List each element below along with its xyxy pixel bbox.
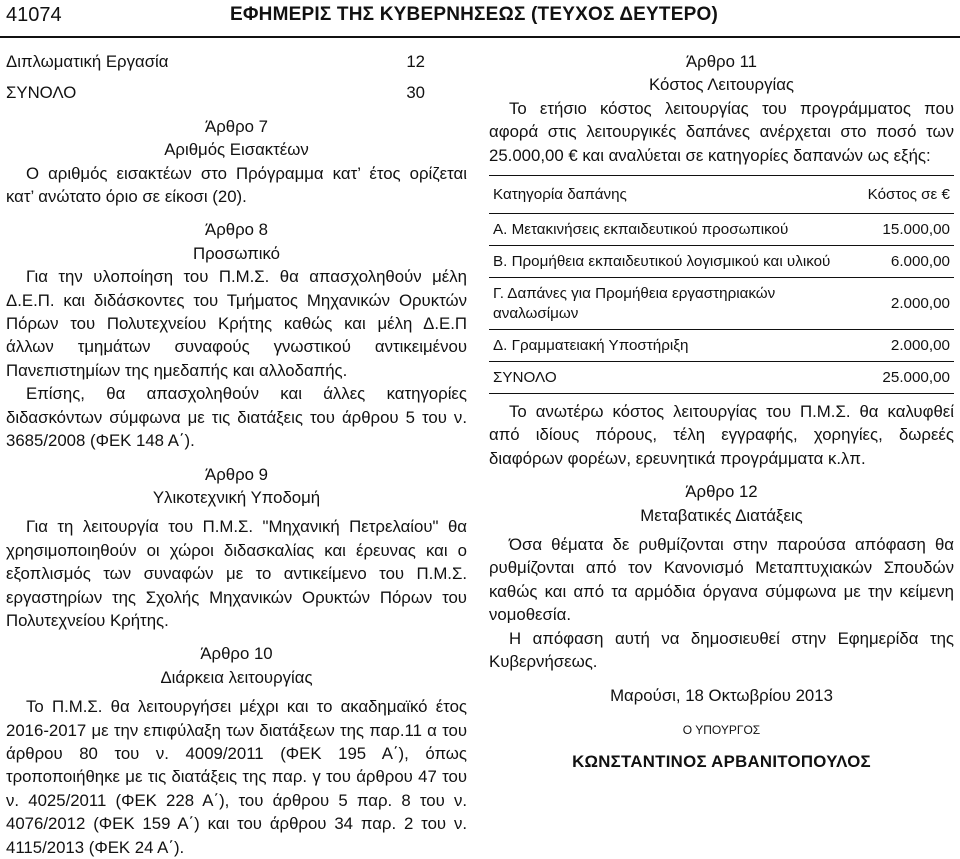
article-12-paragraph-2: Η απόφαση αυτή να δημοσιευθεί στην Εφημερίδα της Κυβερνήσεως. bbox=[489, 628, 954, 672]
table-row bbox=[489, 330, 954, 362]
credits-row bbox=[6, 50, 467, 73]
credits-row-value: 12 bbox=[406, 52, 425, 71]
article-12-title: Μεταβατικές Διατάξεις bbox=[640, 505, 803, 525]
left-column bbox=[6, 50, 467, 859]
header-divider bbox=[0, 36, 960, 38]
article-8-heading: Άρθρο 8 bbox=[205, 220, 268, 240]
credits-total-label: ΣΥΝΟΛΟ bbox=[6, 83, 77, 103]
cost-category: Δ. Γραμματειακή Υποστήριξη bbox=[489, 330, 864, 362]
article-7-body: Ο αριθμός εισακτέων στο Πρόγραμμα κατ’ έτος ορίζεται κατ’ ανώτατο όριο σε είκοσι (20). bbox=[6, 163, 467, 207]
cost-value: 6.000,00 bbox=[864, 246, 954, 278]
cost-table bbox=[489, 175, 954, 394]
cost-category: Β. Προμήθεια εκπαιδευτικού λογισμικού και υλικού bbox=[489, 246, 864, 278]
right-column bbox=[489, 50, 954, 774]
article-11-heading: Άρθρο 11 bbox=[685, 52, 758, 71]
article-9-heading: Άρθρο 9 bbox=[205, 464, 268, 484]
article-10-heading: Άρθρο 10 bbox=[200, 644, 273, 664]
article-7-heading: Άρθρο 7 bbox=[205, 116, 268, 136]
article-11-funding: Το ανωτέρω κόστος λειτουργίας του Π.Μ.Σ. θα καλυφθεί από ιδίους πόρους, τέλη εγγραφής, χορηγίες, δωρεές διαφόρων φορέων, ερευνητικά προγράμματα κ.λπ. bbox=[489, 402, 954, 468]
credits-row-label: Διπλωματική Εργασία bbox=[6, 52, 169, 71]
table-row bbox=[489, 214, 954, 246]
signature-role: Ο ΥΠΟΥΡΓΟΣ bbox=[682, 722, 761, 737]
table-row-total bbox=[489, 362, 954, 394]
article-11-title: Κόστος Λειτουργίας bbox=[649, 75, 794, 95]
cost-value: 15.000,00 bbox=[864, 214, 954, 246]
credits-total-row bbox=[6, 81, 467, 104]
cost-category: ΣΥΝΟΛΟ bbox=[489, 362, 864, 394]
credits-total-value: 30 bbox=[406, 83, 425, 103]
article-12-heading: Άρθρο 12 bbox=[685, 482, 758, 502]
article-10-body: Το Π.Μ.Σ. θα λειτουργήσει μέχρι και το ακαδημαϊκό έτος 2016-2017 με την επιφύλαξη των διατάξεων της παρ.11 α του άρθρου 80 του ν. 4009/2011 (ΦΕΚ 195 Α΄), όπως τροποποιήθηκε με τις διατάξεις της παρ. γ του άρθρου 47 του ν. 4025/2011 (ΦΕΚ 228 Α΄), του άρθρου 5 παρ. 8 του ν. 4076/2012 (ΦΕΚ 159 Α΄) και του άρθρου 34 παρ. 2 του ν. 4115/2013 (ΦΕΚ 24 Α΄). bbox=[6, 697, 467, 857]
cost-table-header-cost: Κόστος σε € bbox=[864, 176, 954, 214]
page-number: 41074 bbox=[6, 4, 62, 26]
article-8-title: Προσωπικό bbox=[192, 243, 281, 263]
table-row bbox=[489, 278, 954, 330]
cost-value: 2.000,00 bbox=[864, 278, 954, 330]
article-8-paragraph-1: Για την υλοποίηση του Π.Μ.Σ. θα απασχοληθούν μέλη Δ.Ε.Π. και διδάσκοντες του Τμήματος Μηχανικών Ορυκτών Πόρων του Πολυτεχνείου Κρήτης καθώς και μέλη Δ.Ε.Π άλλων τμημάτων συναφούς γνωστικού αντικειμένου Πανεπιστημίων της ημεδαπής και αλλοδαπής. bbox=[6, 267, 467, 380]
article-9-title: Υλικοτεχνική Υποδομή bbox=[152, 487, 321, 507]
signature-place-date: Μαρούσι, 18 Οκτωβρίου 2013 bbox=[610, 685, 833, 705]
cost-category: Γ. Δαπάνες για Προμήθεια εργαστηριακών αναλωσίμων bbox=[489, 278, 864, 330]
article-7-title: Αριθμός Εισακτέων bbox=[164, 140, 309, 160]
cost-value: 2.000,00 bbox=[864, 330, 954, 362]
cost-table-header-category: Κατηγορία δαπάνης bbox=[489, 176, 864, 214]
cost-value: 25.000,00 bbox=[864, 362, 954, 394]
article-9-body: Για τη λειτουργία του Π.Μ.Σ. "Μηχανική Πετρελαίου" θα χρησιμοποιηθούν οι χώροι διδασκαλίας και έρευνας και ο εξοπλισμός των συναφών με το αντικείμενο του Π.Μ.Σ. εργαστηρίων της Σχολής Μηχανικών Ορυκτών Πόρων του Πολυτεχνείου Κρήτης. bbox=[6, 517, 467, 630]
table-row bbox=[489, 246, 954, 278]
gazette-title: ΕΦΗΜΕΡΙΣ ΤΗΣ ΚΥΒΕΡΝΗΣΕΩΣ (ΤΕΥΧΟΣ ΔΕΥΤΕΡΟ) bbox=[230, 4, 718, 25]
article-10-title: Διάρκεια λειτουργίας bbox=[160, 667, 313, 687]
article-11-body: Το ετήσιο κόστος λειτουργίας του προγράμματος που αφορά στις λειτουργικές δαπάνες ανέρχεται στο ποσό των 25.000,00 € και αναλύεται σε κατηγορίες δαπανών ως εξής: bbox=[489, 98, 954, 165]
article-8-paragraph-2: Επίσης, θα απασχοληθούν και άλλες κατηγορίες διδασκόντων σύμφωνα με τις διατάξεις του άρθρου 5 του ν. 3685/2008 (ΦΕΚ 148 Α΄). bbox=[6, 384, 467, 451]
signature-name: ΚΩΝΣΤΑΝΤΙΝΟΣ ΑΡΒΑΝΙΤΟΠΟΥΛΟΣ bbox=[572, 752, 871, 772]
article-12-paragraph-1: Όσα θέματα δε ρυθμίζονται στην παρούσα απόφαση θα ρυθμίζονται από τον Κανονισμό Μεταπτυχιακών Σπουδών καθώς και από τα αρμόδια όργανα σύμφωνα με την κείμενη νομοθεσία. bbox=[489, 535, 954, 625]
page-header bbox=[0, 0, 960, 34]
cost-category: Α. Μετακινήσεις εκπαιδευτικού προσωπικού bbox=[489, 214, 864, 246]
cost-table-header bbox=[489, 176, 954, 214]
